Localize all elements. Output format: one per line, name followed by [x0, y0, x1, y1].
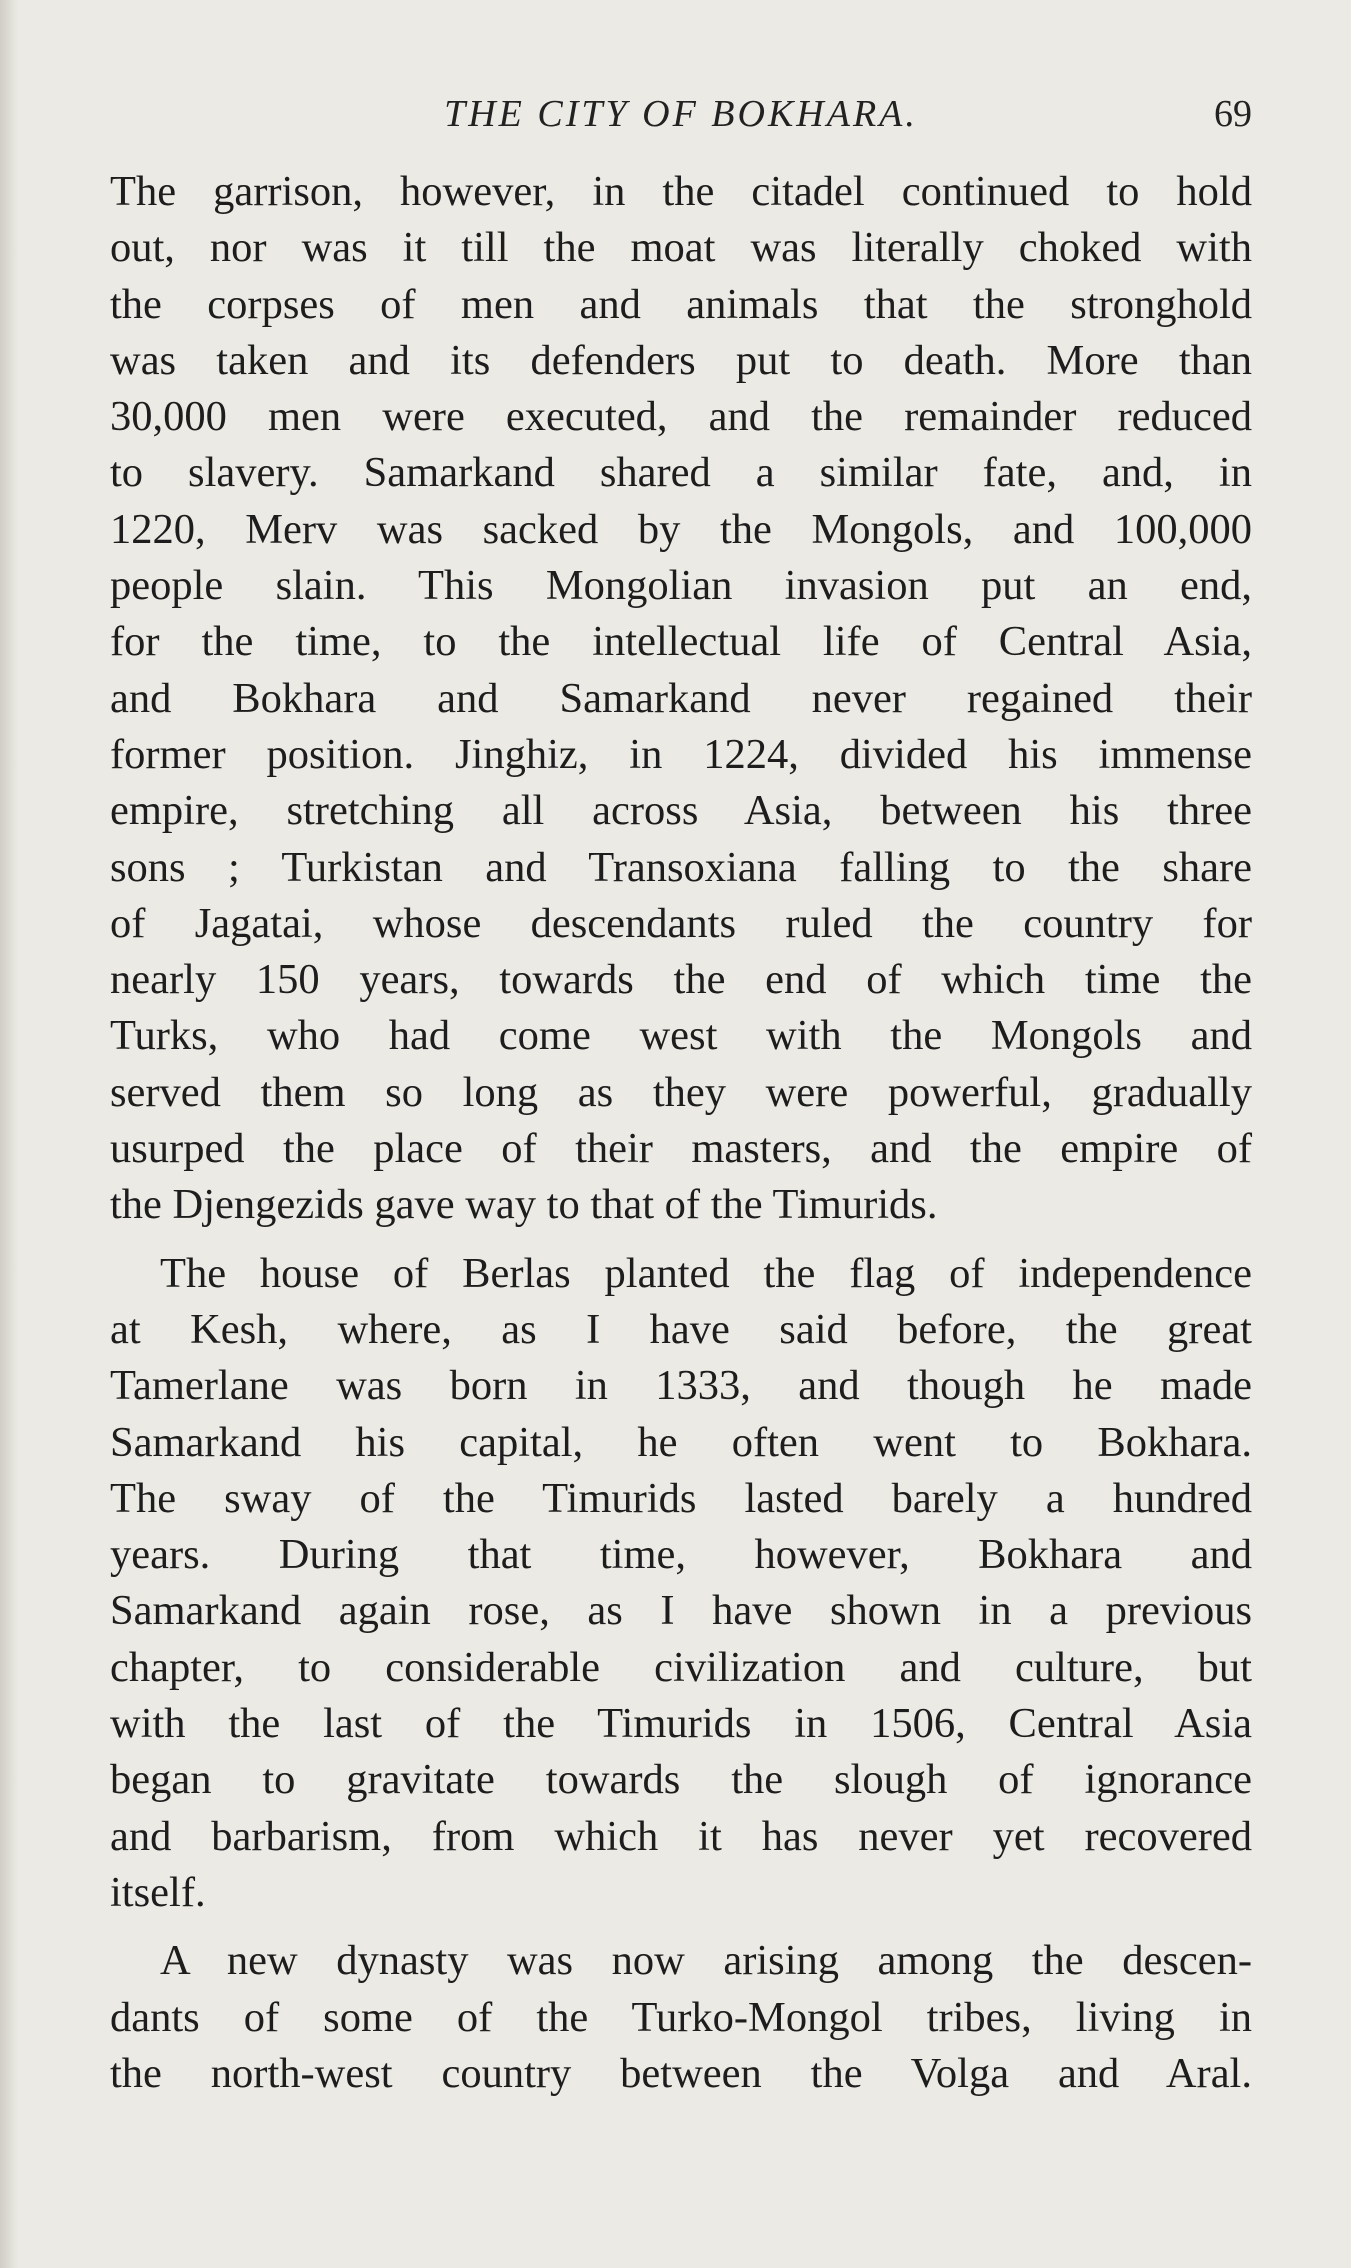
text-line: with the last of the Timurids in 1506, Central Asia [110, 1700, 1252, 1748]
text-line: 30,000 men were executed, and the remainder reduced [110, 393, 1252, 441]
text-line: chapter, to considerable civilization and culture, but [110, 1643, 1252, 1691]
text-line: was taken and its defenders put to death. More than [110, 336, 1252, 384]
text-line: The house of Berlas planted the flag of independence [160, 1249, 1252, 1297]
text-line: and Bokhara and Samarkand never regained their [110, 674, 1252, 722]
text-line: empire, stretching all across Asia, between his three [110, 787, 1252, 835]
text-line: began to gravitate towards the slough of ignorance [110, 1756, 1252, 1804]
text-line: to slavery. Samarkand shared a similar fate, and, in [110, 449, 1252, 497]
text-line: at Kesh, where, as I have said before, the great [110, 1305, 1252, 1353]
text-line: The sway of the Timurids lasted barely a hundred [110, 1474, 1252, 1522]
paragraph-1 [110, 164, 1252, 1234]
text-line: Turks, who had come west with the Mongols and [110, 1012, 1252, 1060]
text-line: A new dynasty was now arising among the descen- [160, 1937, 1252, 1985]
text-line: nearly 150 years, towards the end of which time the [110, 956, 1252, 1004]
text-line: years. During that time, however, Bokhara and [110, 1531, 1252, 1579]
running-title: THE CITY OF BOKHARA. [444, 93, 918, 135]
text-line: usurped the place of their masters, and the empire of [110, 1125, 1252, 1173]
text-line: Tamerlane was born in 1333, and though he made [110, 1362, 1252, 1410]
text-line: Samarkand again rose, as I have shown in a previous [110, 1587, 1252, 1635]
text-line: Samarkand his capital, he often went to Bokhara. [110, 1418, 1252, 1466]
text-line: people slain. This Mongolian invasion put an end, [110, 562, 1252, 610]
running-head [110, 88, 1252, 148]
text-line: 1220, Merv was sacked by the Mongols, and 100,000 [110, 505, 1252, 553]
spine-shadow [0, 0, 18, 2268]
text-line: The garrison, however, in the citadel continued to hold [110, 168, 1252, 215]
text-line: out, nor was it till the moat was literally choked with [110, 224, 1252, 272]
text-line: sons ; Turkistan and Transoxiana falling to the share [110, 843, 1252, 891]
paragraph-3 [110, 1933, 1252, 2102]
text-line: of Jagatai, whose descendants ruled the country for [110, 899, 1252, 947]
text-line: for the time, to the intellectual life of Central Asia, [110, 618, 1252, 666]
body-text [110, 164, 1252, 2102]
text-line: the Djengezids gave way to that of the Timurids. [110, 1181, 938, 1229]
text-line: the north-west country between the Volga and Aral. [110, 2049, 1252, 2097]
text-line: and barbarism, from which it has never yet recovered [110, 1812, 1252, 1860]
page-number: 69 [1214, 93, 1252, 135]
text-line: the corpses of men and animals that the stronghold [110, 280, 1252, 328]
text-line: served them so long as they were powerful, gradually [110, 1068, 1252, 1116]
text-line: dants of some of the Turko-Mongol tribes, living in [110, 1993, 1252, 2041]
text-line: itself. [110, 1868, 206, 1916]
paragraph-2 [110, 1246, 1252, 1922]
text-line: former position. Jinghiz, in 1224, divided his immense [110, 730, 1252, 778]
